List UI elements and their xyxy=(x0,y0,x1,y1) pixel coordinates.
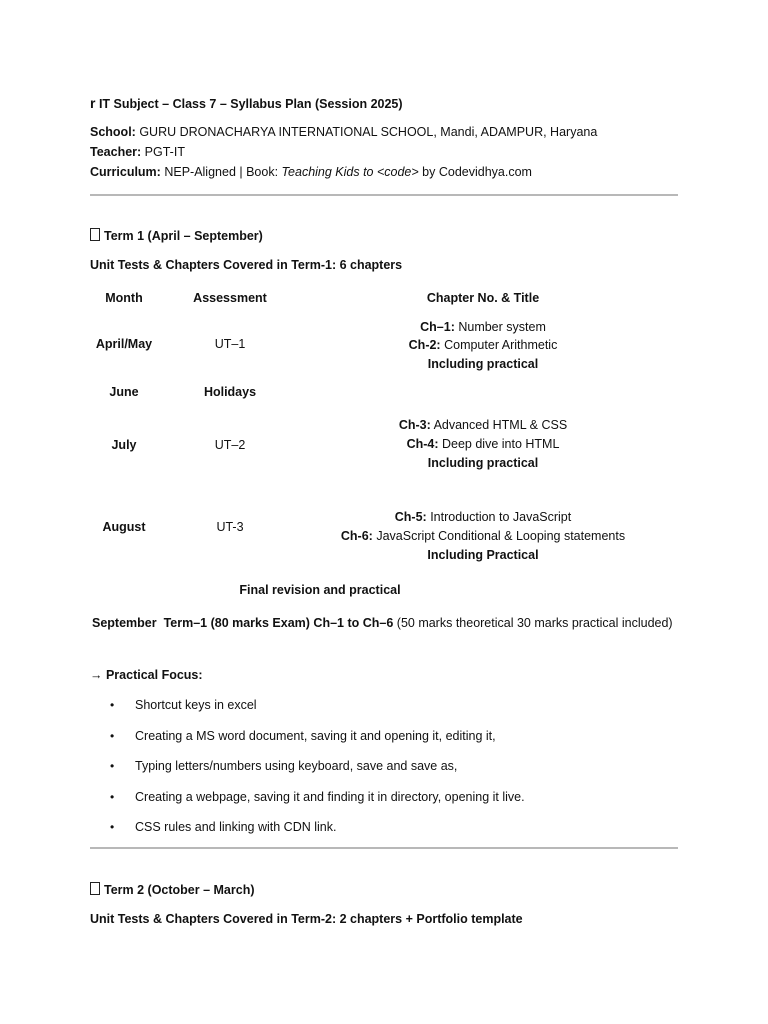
chapter-note: Including practical xyxy=(427,357,539,371)
row1-chapters xyxy=(293,318,673,374)
header-month: Month xyxy=(105,291,143,305)
curriculum-line xyxy=(90,165,532,179)
document-title xyxy=(90,95,403,111)
school-label: School: xyxy=(90,125,136,139)
school-line xyxy=(90,125,597,139)
term2-heading xyxy=(90,882,255,897)
teacher-line xyxy=(90,145,185,159)
term2-heading-text: Term 2 (October – March) xyxy=(104,883,255,897)
row1-month: April/May xyxy=(95,337,153,351)
september-month: September xyxy=(92,616,157,630)
term1-heading-text: Term 1 (April – September) xyxy=(104,229,263,243)
list-item: • Typing letters/numbers using keyboard, save and save as, xyxy=(110,759,458,773)
missing-glyph-icon xyxy=(90,882,100,895)
chapter-line: Ch–1: Number system xyxy=(420,320,546,334)
row2-assessment: Holidays xyxy=(203,385,257,399)
chapter-line: Ch-5: Introduction to JavaScript xyxy=(394,510,572,524)
school-value: GURU DRONACHARYA INTERNATIONAL SCHOOL, Mandi, ADAMPUR, Haryana xyxy=(139,125,598,139)
row3-chapters xyxy=(293,416,673,473)
september-note: (50 marks theoretical 30 marks practical included) xyxy=(396,616,673,630)
term2-subheading: Unit Tests & Chapters Covered in Term-2: 2 chapters + Portfolio template xyxy=(90,912,523,926)
teacher-value: PGT-IT xyxy=(144,145,185,159)
list-item: • Creating a MS word document, saving it and opening it, editing it, xyxy=(110,729,496,743)
chapter-line: Ch-3: Advanced HTML & CSS xyxy=(398,418,568,432)
final-revision: Final revision and practical xyxy=(239,583,401,597)
row4-chapters xyxy=(293,508,673,565)
title-glyph: r xyxy=(90,95,96,111)
practical-heading: → Practical Focus: xyxy=(90,668,203,682)
chapter-line: Ch-4: Deep dive into HTML xyxy=(406,437,560,451)
row4-assessment: UT-3 xyxy=(216,520,244,534)
row2-month: June xyxy=(109,385,139,399)
term1-heading xyxy=(90,228,263,243)
row3-month: July xyxy=(111,438,137,452)
list-item: • CSS rules and linking with CDN link. xyxy=(110,820,337,834)
chapter-note: Including practical xyxy=(427,456,539,470)
curriculum-book: Teaching Kids to <code> xyxy=(281,165,419,179)
chapter-line: Ch-6: JavaScript Conditional & Looping statements xyxy=(340,529,626,543)
divider-1 xyxy=(90,194,678,196)
chapter-note: Including Practical xyxy=(427,548,539,562)
chapter-line: Ch-2: Computer Arithmetic xyxy=(408,338,558,352)
divider-2 xyxy=(90,847,678,849)
september-row xyxy=(92,616,673,630)
curriculum-value-2: by Codevidhya.com xyxy=(422,165,532,179)
row4-month: August xyxy=(102,520,146,534)
title-text: IT Subject – Class 7 – Syllabus Plan (Session 2025) xyxy=(98,97,403,111)
header-assessment: Assessment xyxy=(193,291,267,305)
missing-glyph-icon xyxy=(90,228,100,241)
list-item: • Shortcut keys in excel xyxy=(110,698,257,712)
row3-assessment: UT–2 xyxy=(214,438,246,452)
teacher-label: Teacher: xyxy=(90,145,142,159)
row1-assessment: UT–1 xyxy=(214,337,246,351)
term1-subheading: Unit Tests & Chapters Covered in Term-1: 6 chapters xyxy=(90,258,403,272)
header-chapter: Chapter No. & Title xyxy=(426,291,540,305)
curriculum-value-1: NEP-Aligned | Book: xyxy=(164,165,279,179)
list-item: • Creating a webpage, saving it and finding it in directory, opening it live. xyxy=(110,790,525,804)
september-exam: Term–1 (80 marks Exam) Ch–1 to Ch–6 xyxy=(163,616,394,630)
curriculum-label: Curriculum: xyxy=(90,165,161,179)
